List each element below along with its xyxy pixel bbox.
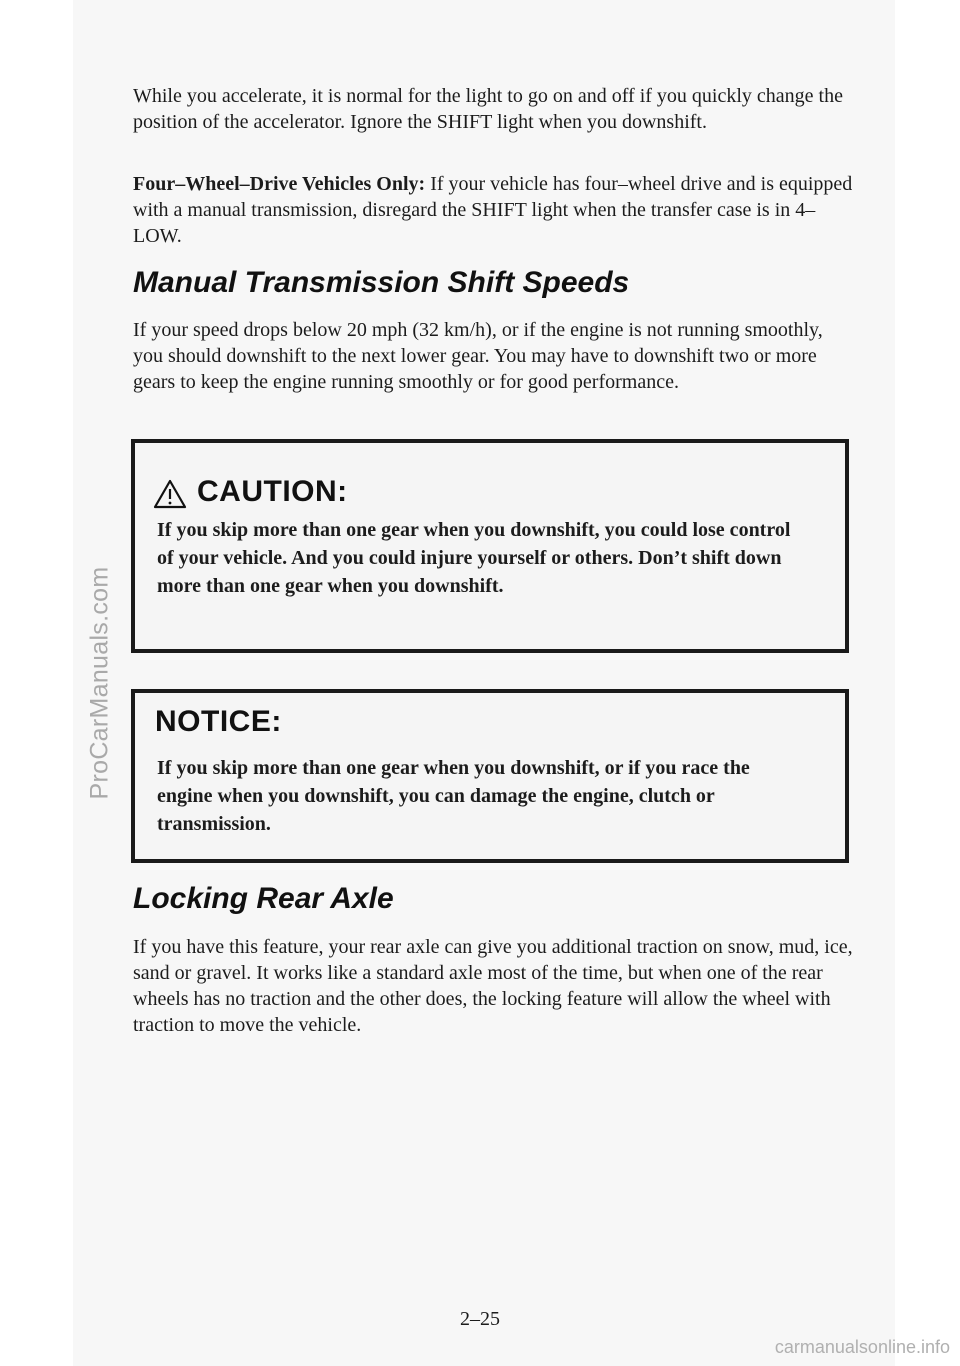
caution-box (131, 439, 849, 653)
fwd-paragraph (133, 171, 853, 249)
side-watermark: ProCarManuals.com (85, 566, 114, 800)
notice-box (131, 689, 849, 863)
fwd-label: Four–Wheel–Drive Vehicles Only: (133, 173, 426, 195)
locking-axle-heading: Locking Rear Axle (133, 882, 394, 915)
caution-title: CAUTION: (197, 475, 348, 508)
shift-speeds-heading: Manual Transmission Shift Speeds (133, 266, 630, 299)
page-number: 2–25 (460, 1308, 500, 1330)
bottom-watermark: carmanualsonline.info (774, 1337, 950, 1357)
warning-triangle-icon (153, 479, 187, 509)
intro-paragraph: While you accelerate, it is normal for the light to go on and off if you quickly change the position of the accelerator. Ignore the SHIFT light when you downshift. (133, 85, 843, 133)
notice-body: If you skip more than one gear when you downshift, or if you race the engine when you downshift, you can damage the engine, clutch or transmission. (157, 757, 750, 835)
caution-body: If you skip more than one gear when you downshift, you could lose control of your vehicle. And you could injure yourself or others. Don’t shift down more than one gear when you downshift. (157, 519, 791, 597)
notice-title: NOTICE: (155, 705, 282, 738)
shift-speeds-body: If your speed drops below 20 mph (32 km/h), or if the engine is not running smoothly, you should downshift to the next lower gear. You may have to downshift two or more gears to keep the engine running smoothly or for good performance. (133, 319, 823, 393)
fwd-text: If your vehicle has four–wheel drive and is equipped with a manual transmission, disregard the SHIFT light when the transfer case is in 4–LOW. (133, 173, 853, 247)
locking-axle-body: If you have this feature, your rear axle can give you additional traction on snow, mud, ice, sand or gravel. It works like a standard axle most of the time, but when one of the rear wheels has no traction and the other does, the locking feature will allow the wheel with traction to move the vehicle. (133, 936, 853, 1036)
